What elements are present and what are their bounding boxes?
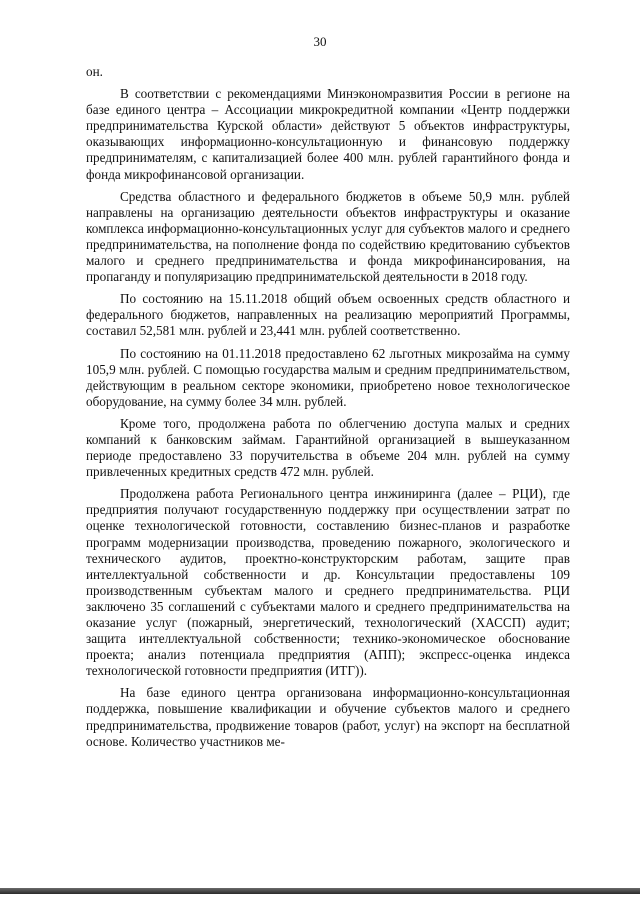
paragraph-continuation: он. [86,64,103,79]
paragraph-infrastructure-objects: В соответствии с рекомендациями Минэкономразвития России в регионе на базе единого центра – Ассоциации микрокредитной компании «Центр поддержки предпринимательства Курской области» действуют 5 объектов инфраструктуры, оказывающих информационно-консультационную и финансовую поддержку предпринимателям, с капитализацией более 400 млн. рублей гарантийного фонда и фонда микрофинансовой организации. [86,86,570,182]
paragraph-consulting-support: На базе единого центра организована информационно-консультационная поддержка, повышение квалификации и обучение субъектов малого и среднего предпринимательства, продвижение товаров (работ, услуг) на экспорт на бесплатной основе. Количество участников ме- [86,685,570,749]
paragraph-engineering-center: Продолжена работа Регионального центра инжиниринга (далее – РЦИ), где предприятия получают государственную поддержку при осуществлении затрат по оценке технологической готовности, составлению бизнес-планов и разработке программ модернизации производства, проведению пожарного, экологического и технического аудитов, проектно-конструкторским работам, защите прав интеллектуальной собственности и др. Консультации предоставлены 109 производственным субъектам малого и среднего предпринимательства. РЦИ заключено 35 соглашений с субъектами малого и среднего предпринимательства на оказание услуг (пожарный, энергетический, технологический (ХАССП) аудит; защита интеллектуальной собственности; технико-экономическое обоснование проекта; анализ потенциала предприятия (АПП); экспресс-оценка индекса технологической готовности предприятия (ИТГ)). [86,486,570,679]
scan-edge-divider [0,888,640,894]
paragraph-budget-funds: Средства областного и федерального бюджетов в объеме 50,9 млн. рублей направлены на организацию деятельности объектов инфраструктуры и оказание комплекса информационно-консультационных услуг для субъектов малого и среднего предпринимательства, на пополнение фонда по содействию кредитованию субъектов малого и среднего предпринимательства и фонда микрофинансирования, на пропаганду и популяризацию предпринимательской деятельности в 2018 году. [86,188,570,285]
paragraph-bank-loans: Кроме того, продолжена работа по облегчению доступа малых и средних компаний к банковским займам. Гарантийной организацией в вышеуказанном периоде предоставлено 33 поручительства в объеме 204 млн. рублей на сумму привлеченных кредитных средств 472 млн. рублей. [86,415,570,480]
document-body [86,64,570,756]
paragraph-funds-spent: По состоянию на 15.11.2018 общий объем освоенных средств областного и федерального бюджетов, направленных на реализацию мероприятий Программы, составил 52,581 млн. рублей и 23,441 млн. рублей соответственно. [86,291,570,339]
paragraph-microloans: По состоянию на 01.11.2018 предоставлено 62 льготных микрозайма на сумму 105,9 млн. рублей. С помощью государства малым и средним предпринимательством, действующим в реальном секторе экономики, приобретено новое технологическое оборудование, на сумму более 34 млн. рублей. [86,345,570,409]
page-number: 30 [313,34,327,49]
